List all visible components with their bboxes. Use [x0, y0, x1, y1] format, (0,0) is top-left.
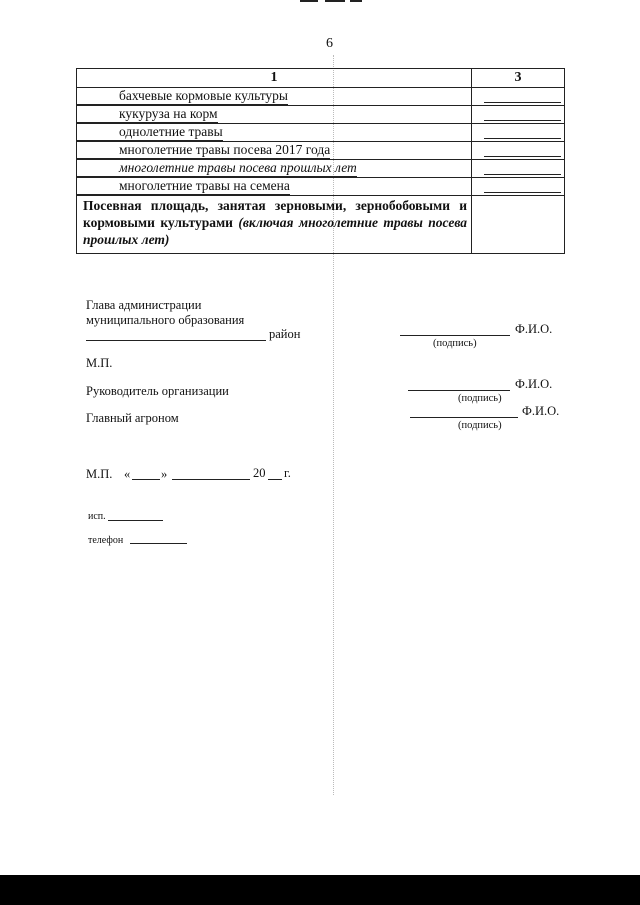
row-label: бахчевые кормовые культуры — [77, 88, 288, 105]
row-value-cell — [472, 88, 565, 106]
table-row — [77, 106, 565, 124]
scan-artifact-top — [0, 0, 640, 3]
agronomist-signature-caption: (подпись) — [458, 420, 502, 431]
total-label-bold: Посевная площадь, занятая зерновыми, зернобобовыми и кормовыми культурами — [83, 198, 467, 230]
sown-area-table — [76, 68, 565, 254]
head-title-line1: Глава администрации — [86, 298, 202, 312]
agronomist-label: Главный агроном — [86, 411, 179, 425]
agronomist-fio-label: Ф.И.О. — [522, 404, 560, 418]
table-total-row — [77, 196, 565, 254]
head-fio-label: Ф.И.О. — [515, 322, 553, 336]
agronomist-signature-field[interactable] — [410, 417, 518, 418]
page-number: 6 — [326, 36, 333, 51]
row-value-cell — [472, 178, 565, 196]
district-name-field[interactable] — [86, 340, 266, 341]
row-value-cell — [472, 124, 565, 142]
date-month-field[interactable] — [172, 479, 250, 480]
executor-label: исп. — [88, 511, 106, 522]
table-row — [77, 142, 565, 160]
total-label-italic: (включая многолетние травы посева прошлых лет) — [83, 215, 468, 247]
date-quote-close: » — [161, 467, 168, 481]
row-value-cell — [472, 106, 565, 124]
date-day-field[interactable] — [132, 479, 160, 480]
date-year-suffix: г. — [284, 466, 291, 480]
head-title-line2: муниципального образования — [86, 313, 245, 327]
stamp-place-label: М.П. — [86, 356, 113, 370]
row-label: однолетние травы — [77, 124, 223, 141]
table-row — [77, 178, 565, 196]
table-row — [77, 88, 565, 106]
row-value-cell — [472, 160, 565, 178]
row-label: многолетние травы посева прошлых лет — [77, 160, 357, 177]
header-col-1: 1 — [77, 69, 472, 88]
table-row — [77, 124, 565, 142]
org-head-signature-caption: (подпись) — [458, 393, 502, 404]
row-label: многолетние травы посева 2017 года — [77, 142, 330, 159]
table-header-row — [77, 69, 565, 88]
org-head-label: Руководитель организации — [86, 384, 229, 398]
org-head-fio-label: Ф.И.О. — [515, 377, 553, 391]
scan-bottom-border — [0, 875, 640, 905]
header-col-3: 3 — [472, 69, 565, 88]
head-signature-field[interactable] — [400, 335, 510, 336]
phone-label: телефон — [88, 535, 124, 546]
row-label: многолетние травы на семена — [77, 178, 290, 195]
total-value-cell — [472, 196, 565, 254]
phone-field[interactable] — [130, 543, 187, 544]
row-value-cell — [472, 142, 565, 160]
row-label: кукуруза на корм — [77, 106, 218, 123]
date-year-prefix: 20 — [253, 466, 266, 480]
date-quote-open: « — [124, 467, 131, 481]
date-stamp-label: М.П. — [86, 467, 113, 481]
head-signature-caption: (подпись) — [433, 338, 477, 349]
total-label — [77, 196, 472, 254]
org-head-signature-field[interactable] — [408, 390, 510, 391]
table-row — [77, 160, 565, 178]
district-label: район — [269, 327, 301, 341]
executor-field[interactable] — [108, 520, 163, 521]
date-year-field[interactable] — [268, 479, 282, 480]
